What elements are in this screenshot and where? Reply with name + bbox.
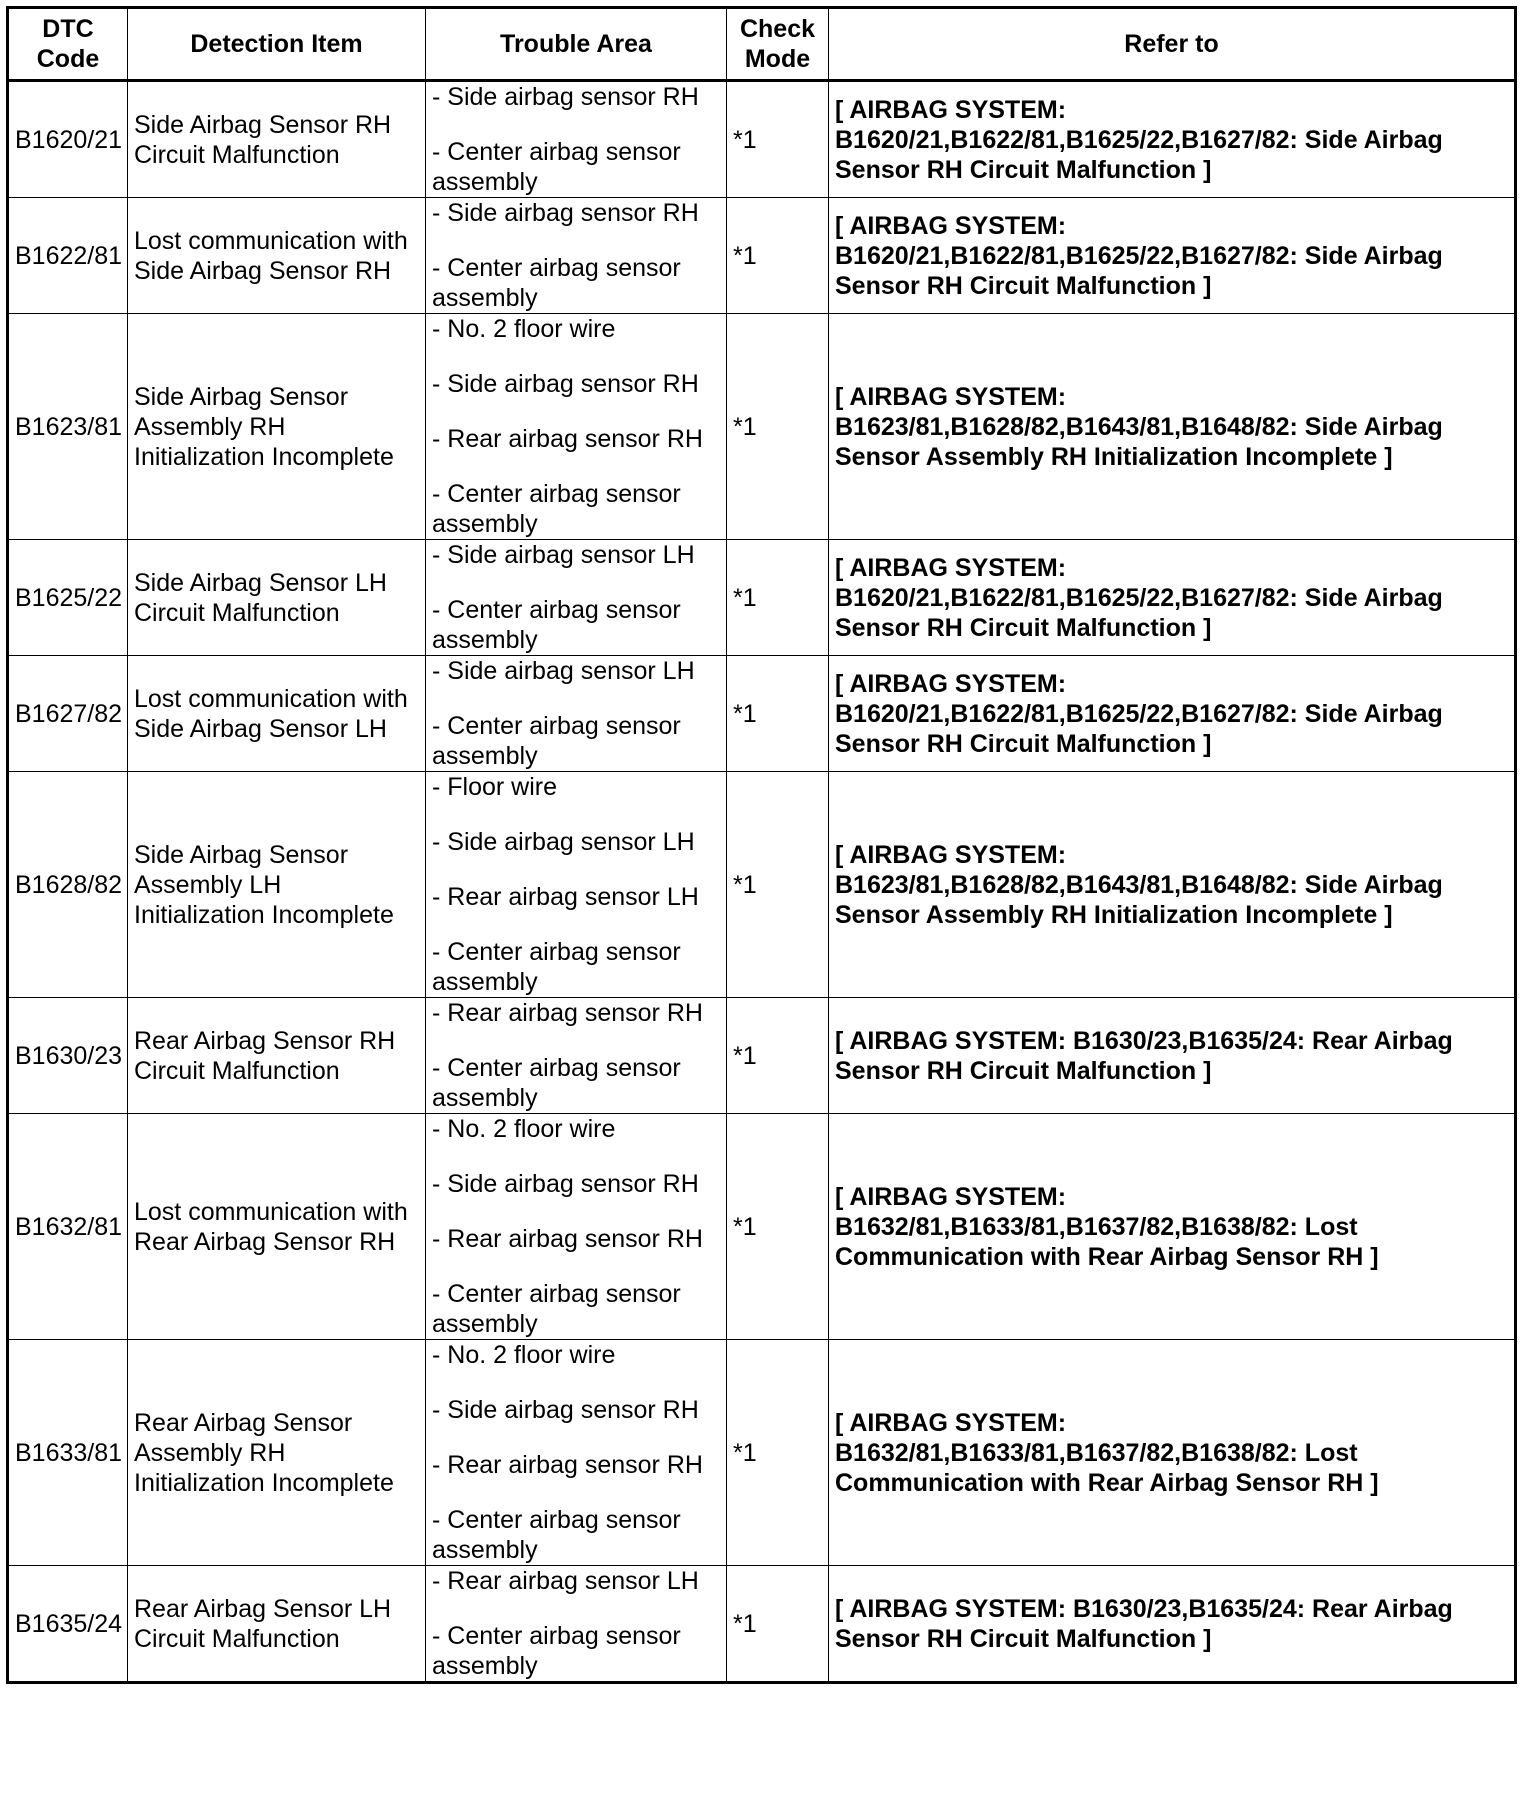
detection-item-cell — [128, 772, 426, 998]
refer-to-line: B1620/21,B1622/81,B1625/22,B1627/82: Side Airbag — [835, 583, 1443, 612]
check-mode-cell: *1 — [727, 772, 829, 998]
trouble-area-gap — [432, 686, 720, 711]
dtc-code-cell: B1628/82 — [8, 772, 128, 998]
dtc-code-cell: B1627/82 — [8, 656, 128, 772]
refer-to-cell — [829, 540, 1516, 656]
trouble-area-entry: - Side airbag sensor LH — [432, 828, 695, 856]
trouble-area-entry: - Rear airbag sensor RH — [432, 1451, 703, 1479]
table-header — [8, 8, 1516, 81]
trouble-area-entry: - Rear airbag sensor RH — [432, 425, 703, 453]
refer-to-line: B1620/21,B1622/81,B1625/22,B1627/82: Side Airbag — [835, 699, 1443, 728]
check-mode-cell: *1 — [727, 198, 829, 314]
trouble-area-gap — [432, 228, 720, 253]
refer-to-line: Sensor RH Circuit Malfunction ] — [835, 155, 1212, 184]
refer-to-cell — [829, 81, 1516, 198]
trouble-area-gap — [432, 1199, 720, 1224]
header-check-mode-line-2: Mode — [744, 45, 811, 73]
trouble-area-entry: - No. 2 floor wire — [432, 1341, 616, 1369]
refer-to-line: [ AIRBAG SYSTEM: — [835, 669, 1067, 698]
detection-item-cell — [128, 998, 426, 1114]
trouble-area-cell — [426, 998, 727, 1114]
trouble-area-entry: - Center airbag sensor assembly — [432, 596, 681, 654]
refer-to-line: [ AIRBAG SYSTEM: — [835, 840, 1067, 869]
trouble-area-entry: - Center airbag sensor assembly — [432, 254, 681, 312]
refer-to-line: B1620/21,B1622/81,B1625/22,B1627/82: Side Airbag — [835, 125, 1443, 154]
trouble-area-entry: - Floor wire — [432, 773, 558, 801]
trouble-area-entry: - Rear airbag sensor RH — [432, 1225, 703, 1253]
trouble-area-cell — [426, 1566, 727, 1683]
trouble-area-entry: - Side airbag sensor RH — [432, 370, 699, 398]
table-row — [8, 1340, 1516, 1566]
header-trouble-area: Trouble Area — [426, 8, 727, 81]
trouble-area-gap — [432, 454, 720, 479]
trouble-area-entry: - Rear airbag sensor LH — [432, 883, 699, 911]
detection-item-line: Rear Airbag Sensor RH — [134, 1227, 396, 1256]
refer-to-line: Communication with Rear Airbag Sensor RH ] — [835, 1468, 1379, 1497]
header-detection-item: Detection Item — [128, 8, 426, 81]
trouble-area-gap — [432, 1144, 720, 1169]
trouble-area-cell — [426, 656, 727, 772]
refer-to-cell — [829, 656, 1516, 772]
trouble-area-entry: - No. 2 floor wire — [432, 1115, 616, 1143]
trouble-area-entry: - Side airbag sensor RH — [432, 83, 699, 111]
detection-item-line: Rear Airbag Sensor RH — [134, 1026, 396, 1055]
table-row — [8, 540, 1516, 656]
refer-to-cell — [829, 1340, 1516, 1566]
refer-to-line: [ AIRBAG SYSTEM: — [835, 553, 1067, 582]
trouble-area-cell — [426, 772, 727, 998]
refer-to-line: B1623/81,B1628/82,B1643/81,B1648/82: Side Airbag — [835, 870, 1443, 899]
trouble-area-entry: - Center airbag sensor assembly — [432, 1622, 681, 1680]
trouble-area-entry: - Side airbag sensor RH — [432, 199, 699, 227]
detection-item-line: Lost communication with — [134, 684, 408, 713]
detection-item-line: Side Airbag Sensor — [134, 840, 349, 869]
trouble-area-entry: - Center airbag sensor assembly — [432, 1054, 681, 1112]
refer-to-line: [ AIRBAG SYSTEM: — [835, 95, 1067, 124]
dtc-table — [6, 6, 1517, 1684]
check-mode-cell: *1 — [727, 656, 829, 772]
refer-to-cell — [829, 1566, 1516, 1683]
table-row — [8, 314, 1516, 540]
trouble-area-entry: - No. 2 floor wire — [432, 315, 616, 343]
header-dtc-code-line-2: Code — [36, 45, 100, 73]
detection-item-cell — [128, 81, 426, 198]
check-mode-cell: *1 — [727, 81, 829, 198]
detection-item-line: Assembly RH — [134, 1438, 286, 1467]
refer-to-line: Sensor RH Circuit Malfunction ] — [835, 1624, 1212, 1653]
trouble-area-cell — [426, 1114, 727, 1340]
table-row — [8, 998, 1516, 1114]
trouble-area-entry: - Rear airbag sensor RH — [432, 999, 703, 1027]
trouble-area-cell — [426, 198, 727, 314]
detection-item-line: Side Airbag Sensor RH — [134, 110, 392, 139]
detection-item-line: Side Airbag Sensor — [134, 382, 349, 411]
detection-item-cell — [128, 314, 426, 540]
detection-item-line: Rear Airbag Sensor LH — [134, 1594, 392, 1623]
trouble-area-entry: - Center airbag sensor assembly — [432, 1280, 681, 1338]
trouble-area-gap — [432, 912, 720, 937]
refer-to-cell — [829, 772, 1516, 998]
refer-to-line: Sensor RH Circuit Malfunction ] — [835, 271, 1212, 300]
table-row — [8, 81, 1516, 198]
detection-item-line: Side Airbag Sensor RH — [134, 256, 392, 285]
dtc-code-cell: B1635/24 — [8, 1566, 128, 1683]
refer-to-line: Sensor RH Circuit Malfunction ] — [835, 613, 1212, 642]
trouble-area-entry: - Side airbag sensor LH — [432, 657, 695, 685]
trouble-area-entry: - Rear airbag sensor LH — [432, 1567, 699, 1595]
trouble-area-gap — [432, 1370, 720, 1395]
trouble-area-gap — [432, 802, 720, 827]
dtc-code-cell: B1623/81 — [8, 314, 128, 540]
detection-item-line: Initialization Incomplete — [134, 900, 394, 929]
detection-item-line: Side Airbag Sensor LH — [134, 714, 387, 743]
detection-item-cell — [128, 540, 426, 656]
refer-to-line: Sensor Assembly RH Initialization Incomplete ] — [835, 442, 1393, 471]
refer-to-line: Sensor RH Circuit Malfunction ] — [835, 1056, 1212, 1085]
trouble-area-gap — [432, 1480, 720, 1505]
refer-to-line: [ AIRBAG SYSTEM: — [835, 382, 1067, 411]
detection-item-line: Initialization Incomplete — [134, 1468, 394, 1497]
detection-item-line: Circuit Malfunction — [134, 1056, 340, 1085]
check-mode-cell: *1 — [727, 1340, 829, 1566]
trouble-area-entry: - Center airbag sensor assembly — [432, 938, 681, 996]
refer-to-line: [ AIRBAG SYSTEM: B1630/23,B1635/24: Rear Airbag — [835, 1594, 1453, 1623]
refer-to-cell — [829, 314, 1516, 540]
refer-to-line: Communication with Rear Airbag Sensor RH ] — [835, 1242, 1379, 1271]
check-mode-cell: *1 — [727, 540, 829, 656]
detection-item-line: Assembly RH — [134, 412, 286, 441]
refer-to-line: [ AIRBAG SYSTEM: — [835, 1182, 1067, 1211]
header-row — [8, 8, 1516, 81]
trouble-area-cell — [426, 81, 727, 198]
table-row — [8, 772, 1516, 998]
trouble-area-entry: - Side airbag sensor LH — [432, 541, 695, 569]
dtc-code-cell: B1632/81 — [8, 1114, 128, 1340]
table-body — [8, 81, 1516, 1683]
detection-item-line: Circuit Malfunction — [134, 1624, 340, 1653]
trouble-area-gap — [432, 112, 720, 137]
refer-to-line: B1620/21,B1622/81,B1625/22,B1627/82: Side Airbag — [835, 241, 1443, 270]
refer-to-line: B1632/81,B1633/81,B1637/82,B1638/82: Lost — [835, 1438, 1358, 1467]
refer-to-cell — [829, 198, 1516, 314]
trouble-area-gap — [432, 344, 720, 369]
trouble-area-entry: - Side airbag sensor RH — [432, 1396, 699, 1424]
trouble-area-cell — [426, 314, 727, 540]
detection-item-line: Lost communication with — [134, 226, 408, 255]
check-mode-cell: *1 — [727, 314, 829, 540]
refer-to-line: Sensor Assembly RH Initialization Incomplete ] — [835, 900, 1393, 929]
header-dtc-code — [8, 8, 128, 81]
trouble-area-entry: - Center airbag sensor assembly — [432, 1506, 681, 1564]
header-dtc-code-line-1: DTC — [42, 15, 94, 43]
detection-item-line: Circuit Malfunction — [134, 598, 340, 627]
refer-to-line: B1623/81,B1628/82,B1643/81,B1648/82: Side Airbag — [835, 412, 1443, 441]
trouble-area-cell — [426, 540, 727, 656]
trouble-area-entry: - Center airbag sensor assembly — [432, 480, 681, 538]
trouble-area-gap — [432, 1425, 720, 1450]
detection-item-cell — [128, 1114, 426, 1340]
table-row — [8, 1114, 1516, 1340]
check-mode-cell: *1 — [727, 1566, 829, 1683]
trouble-area-cell — [426, 1340, 727, 1566]
detection-item-cell — [128, 656, 426, 772]
trouble-area-entry: - Center airbag sensor assembly — [432, 138, 681, 196]
check-mode-cell: *1 — [727, 1114, 829, 1340]
table-row — [8, 1566, 1516, 1683]
dtc-code-cell: B1622/81 — [8, 198, 128, 314]
refer-to-line: [ AIRBAG SYSTEM: — [835, 1408, 1067, 1437]
detection-item-line: Initialization Incomplete — [134, 442, 394, 471]
trouble-area-gap — [432, 857, 720, 882]
trouble-area-gap — [432, 399, 720, 424]
trouble-area-gap — [432, 1596, 720, 1621]
refer-to-line: [ AIRBAG SYSTEM: — [835, 211, 1067, 240]
detection-item-line: Side Airbag Sensor LH — [134, 568, 387, 597]
dtc-code-cell: B1620/21 — [8, 81, 128, 198]
check-mode-cell: *1 — [727, 998, 829, 1114]
dtc-code-cell: B1630/23 — [8, 998, 128, 1114]
detection-item-cell — [128, 1566, 426, 1683]
refer-to-line: Sensor RH Circuit Malfunction ] — [835, 729, 1212, 758]
detection-item-line: Rear Airbag Sensor — [134, 1408, 353, 1437]
refer-to-cell — [829, 1114, 1516, 1340]
detection-item-cell — [128, 1340, 426, 1566]
table-row — [8, 198, 1516, 314]
table-row — [8, 656, 1516, 772]
trouble-area-gap — [432, 1028, 720, 1053]
trouble-area-gap — [432, 570, 720, 595]
header-check-mode-line-1: Check — [739, 15, 816, 43]
detection-item-line: Circuit Malfunction — [134, 140, 340, 169]
detection-item-cell — [128, 198, 426, 314]
detection-item-line: Assembly LH — [134, 870, 282, 899]
header-check-mode — [727, 8, 829, 81]
trouble-area-entry: - Side airbag sensor RH — [432, 1170, 699, 1198]
refer-to-line: B1632/81,B1633/81,B1637/82,B1638/82: Lost — [835, 1212, 1358, 1241]
dtc-code-cell: B1633/81 — [8, 1340, 128, 1566]
refer-to-line: [ AIRBAG SYSTEM: B1630/23,B1635/24: Rear Airbag — [835, 1026, 1453, 1055]
trouble-area-entry: - Center airbag sensor assembly — [432, 712, 681, 770]
refer-to-cell — [829, 998, 1516, 1114]
detection-item-line: Lost communication with — [134, 1197, 408, 1226]
dtc-code-cell: B1625/22 — [8, 540, 128, 656]
trouble-area-gap — [432, 1254, 720, 1279]
header-refer-to: Refer to — [829, 8, 1516, 81]
